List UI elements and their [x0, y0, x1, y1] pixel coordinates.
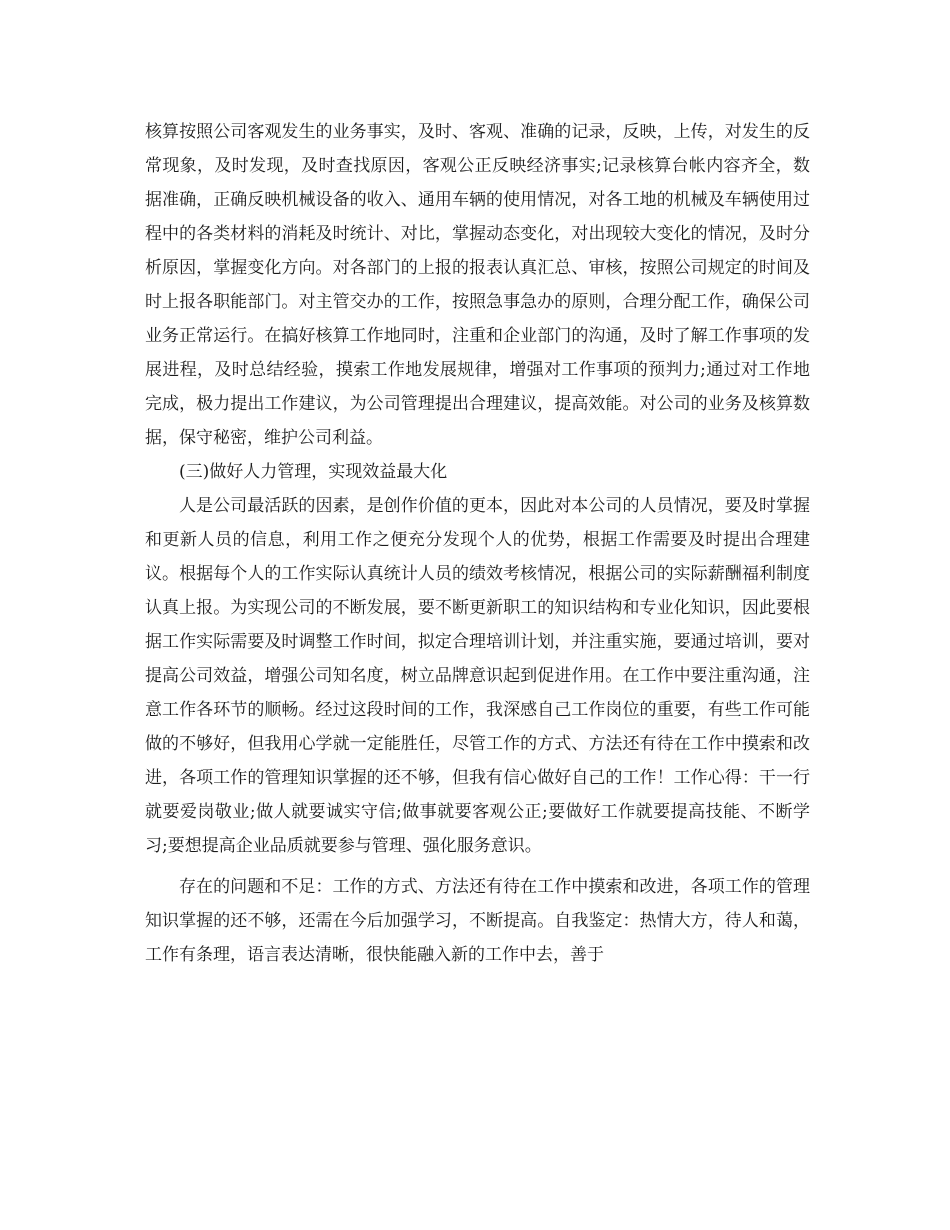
- paragraph-accounting: 核算按照公司客观发生的业务事实，及时、客观、准确的记录，反映，上传，对发生的反常现象，及时发现，及时查找原因，客观公正反映经济事实;记录核算台帐内容齐全，数据准确，正确反映机械设备的收入、通用车辆的使用情况，对各工地的机械及车辆使用过程中的各类材料的消耗及时统计、对比，掌握动态变化，对出现较大变化的情况，及时分析原因，掌握变化方向。对各部门的上报的报表认真汇总、审核，按照公司规定的时间及时上报各职能部门。对主管交办的工作，按照急事急办的原则，合理分配工作，确保公司业务正常运行。在搞好核算工作地同时，注重和企业部门的沟通，及时了解工作事项的发展进程，及时总结经验，摸索工作地发展规律，增强对工作事项的预判力;通过对工作地完成，极力提出工作建议，为公司管理提出合理建议，提高效能。对公司的业务及核算数据，保守秘密，维护公司利益。: [145, 122, 810, 448]
- paragraph-hr-management: 人是公司最活跃的因素，是创作价值的更本，因此对本公司的人员情况，要及时掌握和更新人员的信息，利用工作之便充分发现个人的优势，根据工作需要及时提出合理建议。根据每个人的工作实际认真统计人员的绩效考核情况，根据公司的实际薪酬福利制度认真上报。为实现公司的不断发展，要不断更新职工的知识结构和专业化知识，因此要根据工作实际需要及时调整工作时间，拟定合理培训计划，并注重实施，要通过培训，要对提高公司效益，增强公司知名度，树立品牌意识起到促进作用。在工作中要注重沟通，注意工作各环节的顺畅。经过这段时间的工作，我深感自己工作岗位的重要，有些工作可能做的不够好，但我用心学就一定能胜任，尽管工作的方式、方法还有待在工作中摸索和改进，各项工作的管理知识掌握的还不够，但我有信心做好自己的工作！工作心得：干一行就要爱岗敬业;做人就要诚实守信;做事就要客观公正;要做好工作就要提高技能、不断学习;要想提高企业品质就要参与管理、强化服务意识。: [145, 496, 810, 856]
- document-body: [145, 115, 810, 972]
- section-heading-hr-management: (三)做好人力管理，实现效益最大化: [179, 462, 448, 482]
- paragraph-problems-and-self-assessment: 存在的问题和不足：工作的方式、方法还有待在工作中摸索和改进，各项工作的管理知识掌握的还不够，还需在今后加强学习，不断提高。自我鉴定：热情大方，待人和蔼，工作有条理，语言表达清晰，很快能融入新的工作中去，善于: [145, 877, 810, 965]
- paragraph-gap: [145, 863, 810, 870]
